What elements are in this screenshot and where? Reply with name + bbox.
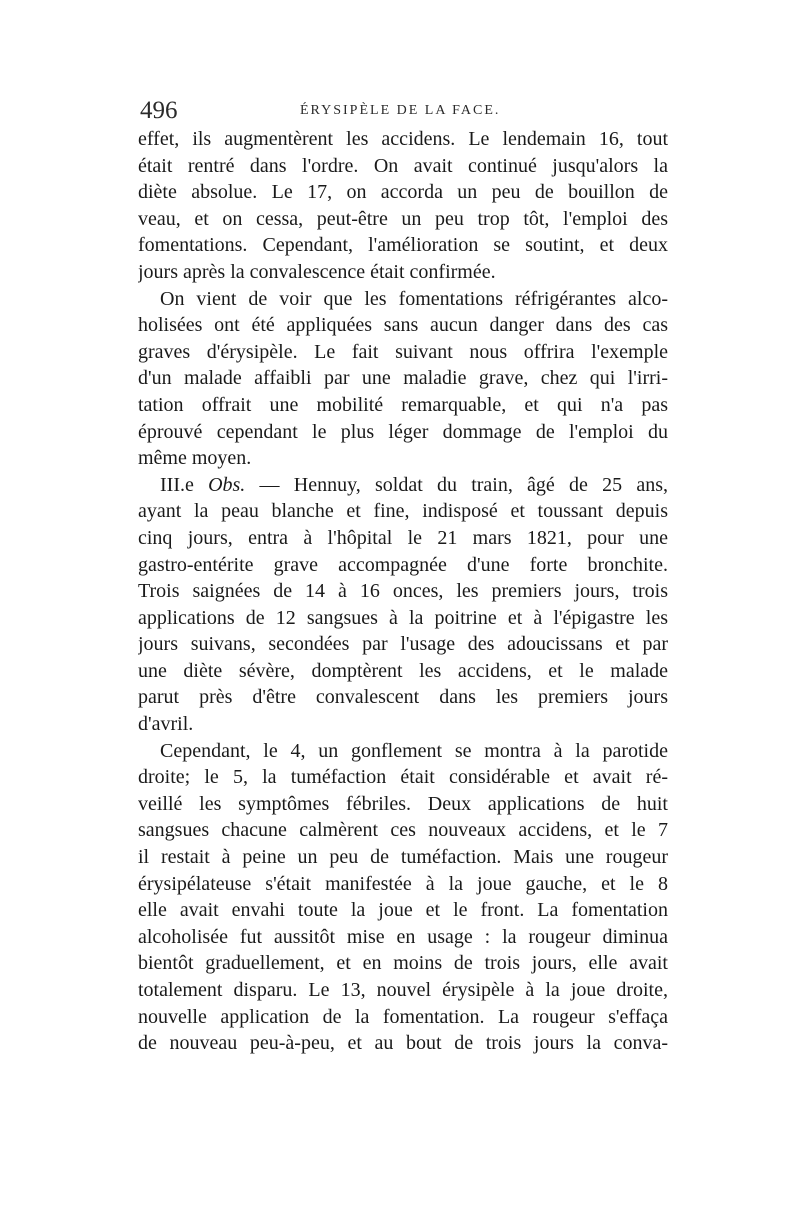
text-line: elle avait envahi toute la joue et le front. La fomentation xyxy=(138,899,668,922)
text-line: alcoholisée fut aussitôt mise en usage : la rougeur diminua xyxy=(138,925,668,948)
text-line: Trois saignées de 14 à 16 onces, les premiers jours, trois xyxy=(138,580,668,603)
text-line: il restait à peine un peu de tuméfaction. Mais une rougeur xyxy=(138,846,668,869)
observation-heading-text: — Hennuy, soldat du train, âgé de 25 ans, xyxy=(259,473,668,496)
text-line: effet, ils augmentèrent les accidens. Le lendemain 16, tout xyxy=(138,128,668,150)
text-line: applications de 12 sangsues à la poitrine et à l'épigastre les xyxy=(138,606,668,629)
page-header xyxy=(140,96,668,126)
text-line: ayant la peau blanche et fine, indisposé et toussant depuis xyxy=(138,500,668,523)
text-line: bientôt graduellement, et en moins de trois jours, elle avait xyxy=(138,952,668,975)
observation-number: III.e xyxy=(160,473,194,496)
text-line: même moyen. xyxy=(138,447,252,470)
text-line: gastro-entérite grave accompagnée d'une forte bronchite. xyxy=(138,553,668,576)
running-title: ÉRYSIPÈLE DE LA FACE. xyxy=(300,103,501,118)
text-line: de nouveau peu-à-peu, et au bout de trois jours la conva- xyxy=(138,1032,668,1055)
text-line: parut près d'être convalescent dans les premiers jours xyxy=(138,686,668,709)
text-line: cinq jours, entra à l'hôpital le 21 mars 1821, pour une xyxy=(138,526,668,549)
text-line: fomentations. Cependant, l'amélioration se soutint, et deux xyxy=(138,234,668,257)
observation-label: Obs. xyxy=(208,473,246,496)
text-line: totalement disparu. Le 13, nouvel érysipèle à la joue droite, xyxy=(138,979,668,1001)
text-line: veau, et on cessa, peut-être un peu trop tôt, l'emploi des xyxy=(138,207,668,230)
text-line: holisées ont été appliquées sans aucun danger dans des cas xyxy=(138,314,668,337)
text-line: Cependant, le 4, un gonflement se montra à la parotide xyxy=(160,739,668,762)
text-line: jours après la convalescence était confirmée. xyxy=(138,260,496,283)
page-number: 496 xyxy=(140,97,178,124)
text-line: jours suivans, secondées par l'usage des adoucissans et par xyxy=(138,633,668,656)
text-line: tation offrait une mobilité remarquable, et qui n'a pas xyxy=(138,393,668,416)
text-line: veillé les symptômes fébriles. Deux applications de huit xyxy=(138,792,668,815)
body-text xyxy=(138,126,668,1057)
text-line: diète absolue. Le 17, on accorda un peu de bouillon de xyxy=(138,181,668,204)
text-line: graves d'érysipèle. Le fait suivant nous offrira l'exemple xyxy=(138,340,668,363)
text-line: éprouvé cependant le plus léger dommage de l'emploi du xyxy=(138,420,668,443)
text-line: une diète sévère, domptèrent les accidens, et le malade xyxy=(138,659,668,682)
text-line: érysipélateuse s'était manifestée à la joue gauche, et le 8 xyxy=(138,872,668,895)
text-line: sangsues chacune calmèrent ces nouveaux accidens, et le 7 xyxy=(138,819,668,842)
text-line: nouvelle application de la fomentation. La rougeur s'effaça xyxy=(138,1005,668,1028)
text-line: d'avril. xyxy=(138,713,194,736)
text-line: était rentré dans l'ordre. On avait continué jusqu'alors la xyxy=(138,154,668,177)
observation-heading-line xyxy=(138,472,668,499)
text-line: droite; le 5, la tuméfaction était considérable et avait ré- xyxy=(138,766,668,789)
text-line: On vient de voir que les fomentations réfrigérantes alco- xyxy=(160,287,668,310)
text-line: d'un malade affaibli par une maladie grave, chez qui l'irri- xyxy=(138,367,668,390)
